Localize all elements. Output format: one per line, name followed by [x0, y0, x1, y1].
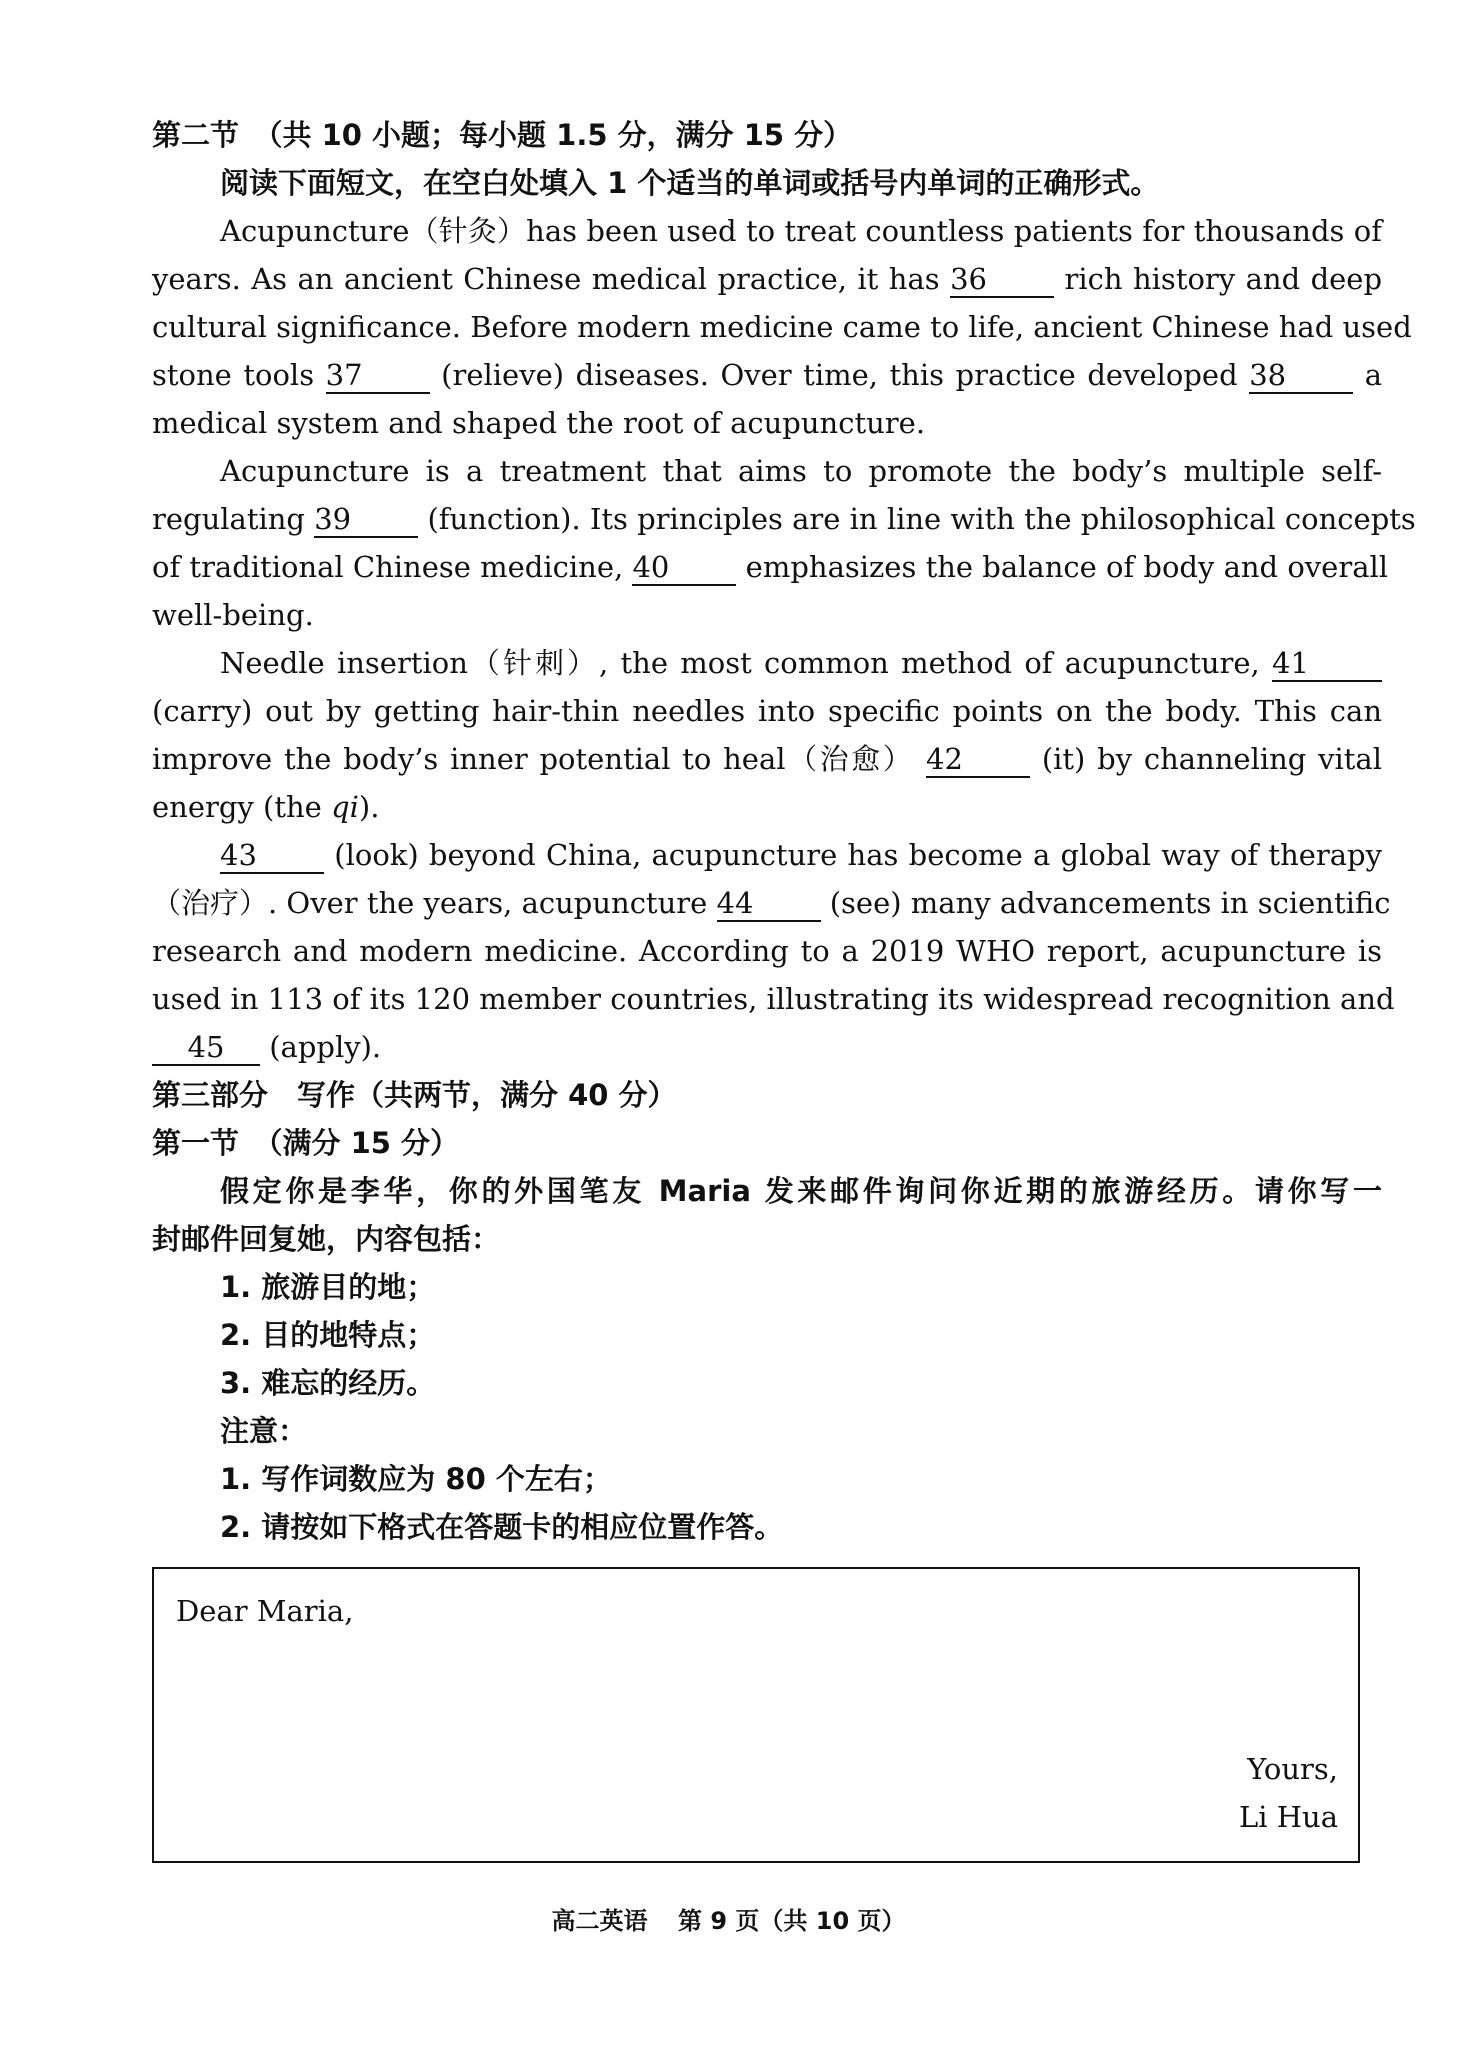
- content-item-2: 2. 目的地特点；: [220, 1318, 436, 1352]
- passage-p1-line4: stone tools 37 (relieve) diseases. Over time, this practice developed 38 a: [152, 358, 1383, 392]
- blank-38[interactable]: 38: [1249, 358, 1353, 394]
- letter-closing: Yours,: [1247, 1752, 1338, 1786]
- blank-43[interactable]: 43: [220, 838, 324, 874]
- page-footer: [0, 1903, 1457, 1939]
- passage-p4-line1: 43 (look) beyond China, acupuncture has become a global way of therapy: [220, 838, 1383, 872]
- passage-p2-line2: regulating 39 (function). Its principles are in line with the philosophical concepts: [152, 502, 1416, 536]
- blank-39[interactable]: 39: [314, 502, 418, 538]
- footer-page-number: 第 9 页（共 10 页）: [678, 1907, 906, 1935]
- writing-prompt-line1: 假定你是李华，你的外国笔友 Maria 发来邮件询问你近期的旅游经历。请你写一: [220, 1174, 1382, 1208]
- part3-heading: 第三部分 写作（共两节，满分 40 分）: [152, 1078, 677, 1112]
- passage-p4-line4: used in 113 of its 120 member countries, illustrating its widespread recognition and: [152, 982, 1395, 1016]
- content-item-3: 3. 难忘的经历。: [220, 1366, 436, 1400]
- letter-answer-box[interactable]: [152, 1567, 1360, 1863]
- passage-p1-line5: medical system and shaped the root of acupuncture.: [152, 406, 926, 440]
- passage-p3-line4: energy (the qi).: [152, 790, 380, 824]
- note-item-2: 2. 请按如下格式在答题卡的相应位置作答。: [220, 1510, 784, 1544]
- passage-p4-line3: research and modern medicine. According to a 2019 WHO report, acupuncture is: [152, 934, 1382, 968]
- letter-signature: Li Hua: [1238, 1800, 1338, 1834]
- note-label: 注意：: [220, 1414, 308, 1448]
- blank-42[interactable]: 42: [926, 742, 1030, 778]
- passage-p2-line4: well-being.: [152, 598, 314, 632]
- blank-37[interactable]: 37: [326, 358, 430, 394]
- blank-40[interactable]: 40: [632, 550, 736, 586]
- content-item-1: 1. 旅游目的地；: [220, 1270, 436, 1304]
- passage-p1-line3: cultural significance. Before modern medicine came to life, ancient Chinese had used: [152, 310, 1412, 344]
- passage-p4-line2: （治疗）. Over the years, acupuncture 44 (see) many advancements in scientific: [152, 886, 1391, 920]
- passage-p3-line1: Needle insertion（针刺）, the most common method of acupuncture, 41: [220, 639, 1382, 687]
- passage-p2-line1: Acupuncture is a treatment that aims to promote the body’s multiple self-: [220, 454, 1382, 488]
- section2-instruction: 阅读下面短文，在空白处填入 1 个适当的单词或括号内单词的正确形式。: [220, 166, 1160, 200]
- blank-36[interactable]: 36: [950, 262, 1054, 298]
- passage-p2-line3: of traditional Chinese medicine, 40 emphasizes the balance of body and overall: [152, 550, 1389, 584]
- footer-title: 高二英语: [551, 1907, 648, 1935]
- passage-p3-line3: improve the body’s inner potential to heal（治愈） 42 (it) by channeling vital: [152, 742, 1383, 776]
- part3-section1-heading: 第一节 （满分 15 分）: [152, 1126, 460, 1160]
- letter-salutation: Dear Maria,: [176, 1594, 354, 1628]
- blank-41[interactable]: 41: [1272, 646, 1382, 682]
- blank-44[interactable]: 44: [717, 886, 821, 922]
- note-item-1: 1. 写作词数应为 80 个左右；: [220, 1462, 612, 1496]
- passage-p3-line2: (carry) out by getting hair-thin needles into specific points on the body. This can: [152, 694, 1382, 728]
- writing-prompt-line2: 封邮件回复她，内容包括：: [152, 1222, 501, 1256]
- passage-p1-line1: Acupuncture（针灸）has been used to treat countless patients for thousands of: [220, 214, 1382, 248]
- blank-45[interactable]: 45: [152, 1030, 260, 1066]
- passage-p4-line5: 45 (apply).: [152, 1023, 1382, 1071]
- section2-heading: 第二节 （共 10 小题；每小题 1.5 分，满分 15 分）: [152, 118, 853, 152]
- passage-p1-line2: years. As an ancient Chinese medical practice, it has 36 rich history and deep: [152, 262, 1383, 296]
